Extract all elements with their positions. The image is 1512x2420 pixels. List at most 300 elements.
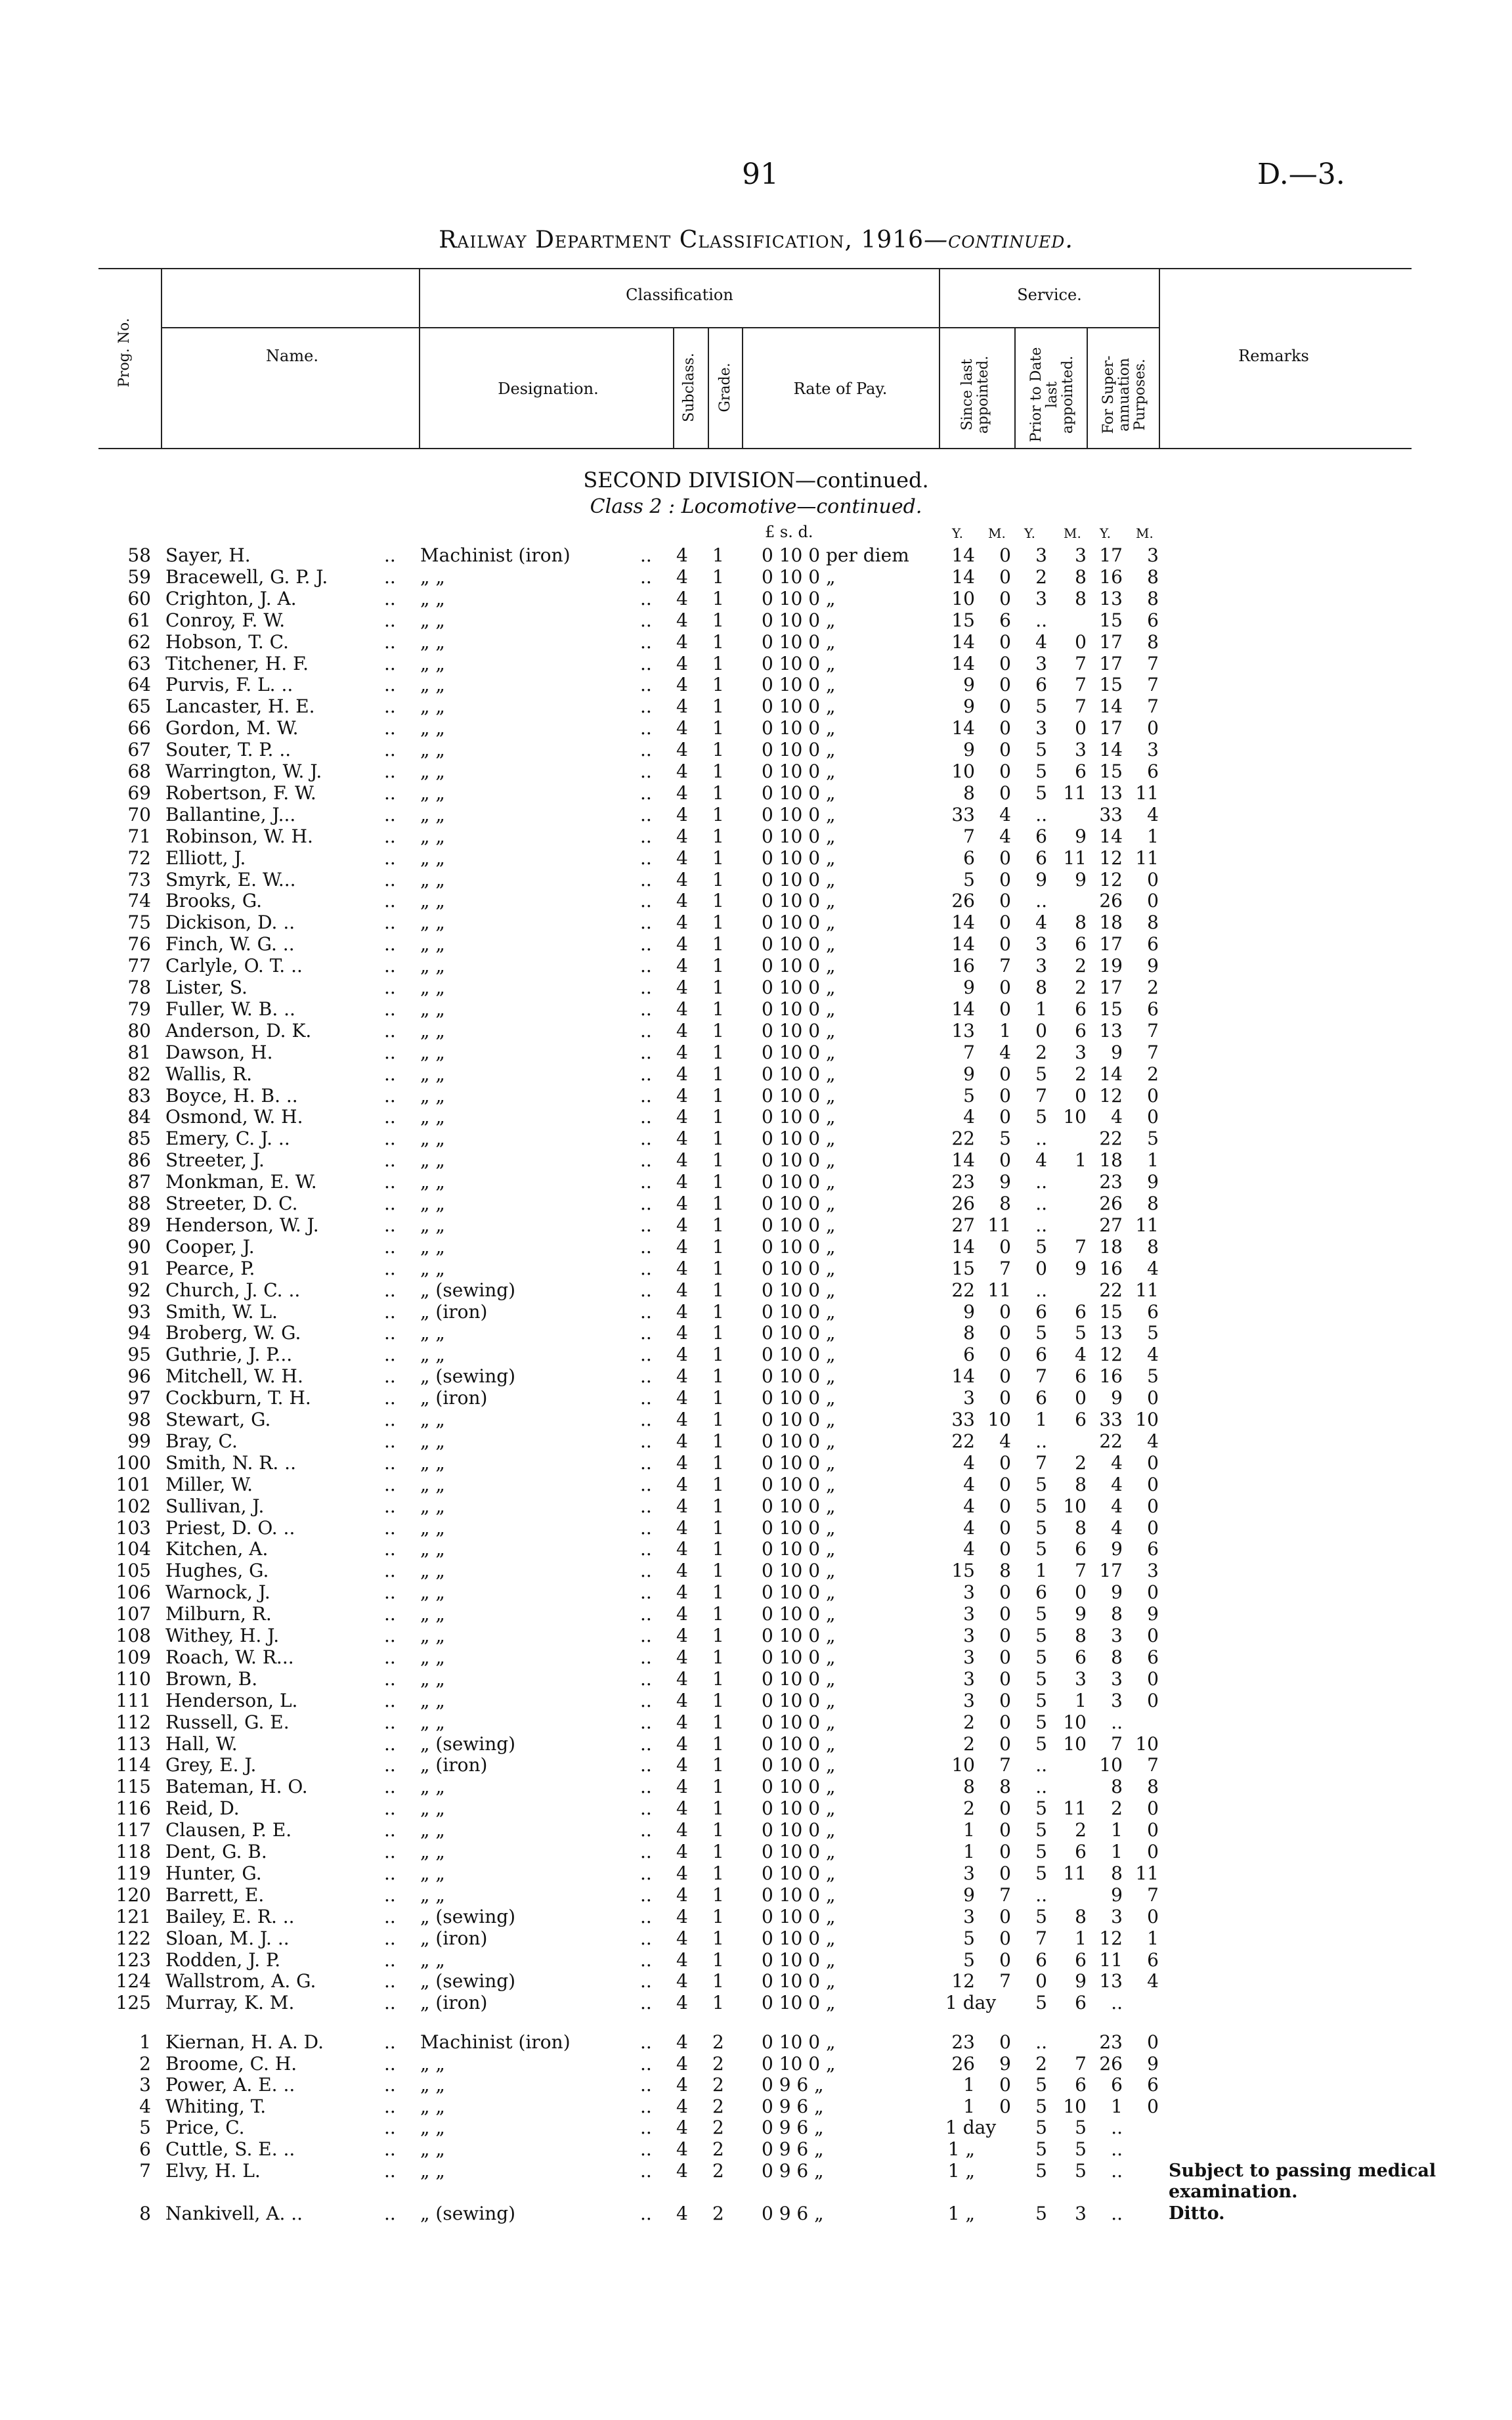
prog-no: 72 <box>127 847 151 869</box>
subclass: 4 <box>676 1711 688 1733</box>
prior-years: .. <box>1035 1430 1047 1452</box>
since-last-months: 11 <box>987 1279 1011 1301</box>
rate-of-pay: 0 10 0 „ <box>762 933 836 956</box>
superannuation-years: 9 <box>1111 1883 1123 1906</box>
designation: „ „ <box>420 1819 445 1841</box>
prior-years: 1 <box>1035 1560 1047 1582</box>
table-row <box>0 545 1512 566</box>
grade: 1 <box>712 933 724 956</box>
table-row <box>0 1539 1512 1560</box>
employee-name: Reid, D. <box>165 1797 240 1820</box>
leader-dots: .. <box>640 2138 652 2160</box>
leader-dots: .. <box>384 587 396 609</box>
since-last-months: 0 <box>999 1344 1011 1366</box>
prog-no: 97 <box>127 1387 151 1409</box>
superannuation-years: 18 <box>1099 912 1123 934</box>
since-last-years: 14 <box>951 912 975 934</box>
since-last-years: 2 <box>963 1711 975 1733</box>
leader-dots: .. <box>384 1149 396 1172</box>
prog-no: 108 <box>116 1625 151 1646</box>
since-last-months: 0 <box>999 1732 1011 1755</box>
employee-name: Withey, H. J. <box>165 1625 280 1646</box>
leader-dots: .. <box>640 1473 652 1495</box>
prior-years: 5 <box>1035 1905 1047 1927</box>
table-row <box>0 1950 1512 1971</box>
grade: 1 <box>712 1646 724 1668</box>
leader-dots: .. <box>384 630 396 653</box>
leader-dots: .. <box>384 1193 396 1214</box>
subclass: 4 <box>676 2202 688 2224</box>
leader-dots: .. <box>640 1516 652 1539</box>
prior-months: 6 <box>1075 1300 1087 1323</box>
subclass: 4 <box>676 1344 688 1366</box>
since-last-years: 8 <box>963 1322 975 1344</box>
designation: „ „ <box>420 630 445 653</box>
grade: 2 <box>712 2095 724 2117</box>
leader-dots: .. <box>384 1430 396 1452</box>
designation: „ „ <box>420 717 445 739</box>
since-last-months: 0 <box>999 652 1011 674</box>
subclass: 4 <box>676 1279 688 1301</box>
employee-name: Lancaster, H. E. <box>165 695 315 718</box>
rate-of-pay: 0 10 0 „ <box>762 565 836 588</box>
designation: „ „ <box>420 977 445 998</box>
rate-of-pay: 0 10 0 „ <box>762 1451 836 1474</box>
grade: 1 <box>712 1538 724 1560</box>
designation: „ „ <box>420 868 445 891</box>
since-last-months: 0 <box>999 544 1011 566</box>
leader-dots: .. <box>640 739 652 761</box>
prior-years: .. <box>1035 1193 1047 1214</box>
leader-dots: .. <box>640 998 652 1020</box>
prog-no: 68 <box>127 760 151 782</box>
designation: „ „ <box>420 1430 445 1452</box>
subclass: 4 <box>676 695 688 718</box>
prior-months: 11 <box>1063 1797 1087 1820</box>
since-last-years: 14 <box>951 998 975 1020</box>
designation: „ (iron) <box>420 1992 488 2014</box>
grade: 2 <box>712 2202 724 2224</box>
since-last-months: 0 <box>999 1581 1011 1604</box>
superannuation-years: 15 <box>1099 674 1123 696</box>
table-row <box>0 1885 1512 1906</box>
rate-of-pay: 0 10 0 „ <box>762 847 836 869</box>
designation: „ „ <box>420 1084 445 1107</box>
employee-name: Osmond, W. H. <box>165 1106 303 1128</box>
rate-of-pay: 0 10 0 „ <box>762 1171 836 1193</box>
since-last-years: 6 <box>963 847 975 869</box>
superannuation-months: 0 <box>1147 1905 1159 1927</box>
rate-of-pay: 0 10 0 „ <box>762 1149 836 1172</box>
prior-years: 5 <box>1035 1063 1047 1085</box>
superannuation-years: 2 <box>1111 1797 1123 1820</box>
col-divider <box>1014 327 1016 449</box>
since-last-years: 10 <box>951 1754 975 1776</box>
prior-years: 5 <box>1035 1538 1047 1560</box>
superannuation-months: 7 <box>1147 1019 1159 1042</box>
employee-name: Pearce, P. <box>165 1257 255 1279</box>
prior-years: 2 <box>1035 2052 1047 2075</box>
rate-of-pay: 0 10 0 „ <box>762 1754 836 1776</box>
leader-dots: .. <box>384 1970 396 1992</box>
leader-dots: .. <box>640 717 652 739</box>
employee-name: Brown, B. <box>165 1667 258 1690</box>
leader-dots: .. <box>640 609 652 631</box>
leader-dots: .. <box>640 1106 652 1128</box>
rate-of-pay: 0 10 0 „ <box>762 760 836 782</box>
since-last-years: 3 <box>963 1603 975 1625</box>
leader-dots: .. <box>640 1171 652 1193</box>
superannuation-years: 1 <box>1111 1841 1123 1862</box>
designation: „ (sewing) <box>420 1365 516 1388</box>
table-row <box>0 1604 1512 1625</box>
leader-dots: .. <box>384 2052 396 2075</box>
superannuation-years: 23 <box>1099 2031 1123 2053</box>
table-row <box>0 1021 1512 1042</box>
since-last-months: 6 <box>999 609 1011 631</box>
leader-dots: .. <box>384 1171 396 1193</box>
superannuation-months: 6 <box>1147 1300 1159 1323</box>
grade: 1 <box>712 1841 724 1862</box>
grade: 1 <box>712 1819 724 1841</box>
leader-dots: .. <box>384 739 396 761</box>
employee-name: Bateman, H. O. <box>165 1776 308 1798</box>
designation: „ „ <box>420 1711 445 1733</box>
leader-dots: .. <box>640 1019 652 1042</box>
prior-months: 0 <box>1075 630 1087 653</box>
superannuation-years: 15 <box>1099 998 1123 1020</box>
table-row <box>0 1755 1512 1776</box>
prior-years: 6 <box>1035 1948 1047 1971</box>
subclass: 4 <box>676 2138 688 2160</box>
superannuation-months: 4 <box>1147 1257 1159 1279</box>
leader-dots: .. <box>640 1754 652 1776</box>
grade: 1 <box>712 1732 724 1755</box>
since-last-years: 1 <box>963 1841 975 1862</box>
prior-years: 5 <box>1035 1819 1047 1841</box>
leader-dots: .. <box>384 1019 396 1042</box>
superannuation-years: 8 <box>1111 1646 1123 1668</box>
prior-years: 5 <box>1035 1732 1047 1755</box>
designation: „ (iron) <box>420 1927 488 1949</box>
superannuation-months: 6 <box>1147 609 1159 631</box>
leader-dots: .. <box>640 1970 652 1992</box>
prior-years: 5 <box>1035 1646 1047 1668</box>
leader-dots: .. <box>640 1365 652 1388</box>
leader-dots: .. <box>384 2095 396 2117</box>
since-last-years: 9 <box>963 1883 975 1906</box>
prior-months: 8 <box>1075 1625 1087 1646</box>
table-row <box>0 696 1512 717</box>
leader-dots: .. <box>640 565 652 588</box>
leader-dots: .. <box>384 674 396 696</box>
prog-no: 61 <box>127 609 151 631</box>
leader-dots: .. <box>384 760 396 782</box>
prior-years: .. <box>1035 1754 1047 1776</box>
prior-months: 2 <box>1075 1063 1087 1085</box>
leader-dots: .. <box>640 587 652 609</box>
employee-name: Church, J. C. .. <box>165 1279 301 1301</box>
leader-dots: .. <box>384 1041 396 1063</box>
superannuation-months: 11 <box>1135 781 1159 804</box>
service-unit: M. <box>1136 525 1154 541</box>
grade: 2 <box>712 2117 724 2139</box>
superannuation-years: 15 <box>1099 609 1123 631</box>
leader-dots: .. <box>640 825 652 847</box>
rate-of-pay: 0 9 6 „ <box>762 2138 824 2160</box>
subclass: 4 <box>676 1516 688 1539</box>
since-last-years: 1 day <box>945 1992 997 2014</box>
prior-months: 3 <box>1075 1041 1087 1063</box>
table-row <box>0 1193 1512 1214</box>
subclass: 4 <box>676 1689 688 1711</box>
rate-of-pay: 0 10 0 „ <box>762 1430 836 1452</box>
since-last-months: 0 <box>999 1797 1011 1820</box>
leader-dots: .. <box>384 1365 396 1388</box>
table-row <box>0 783 1512 804</box>
leader-dots: .. <box>640 2052 652 2075</box>
superannuation-years: .. <box>1111 2117 1123 2139</box>
since-last-years: 22 <box>951 1128 975 1150</box>
prior-years: 7 <box>1035 1927 1047 1949</box>
superannuation-months: 3 <box>1147 1560 1159 1582</box>
subclass: 4 <box>676 1300 688 1323</box>
subclass: 4 <box>676 1387 688 1409</box>
superannuation-months: 0 <box>1147 890 1159 912</box>
subclass: 4 <box>676 739 688 761</box>
table-row <box>0 653 1512 674</box>
since-last-months: 0 <box>999 1948 1011 1971</box>
since-last-years: 15 <box>951 1257 975 1279</box>
rate-of-pay: 0 10 0 „ <box>762 1365 836 1388</box>
rate-of-pay: 0 10 0 „ <box>762 977 836 998</box>
since-last-years: 7 <box>963 1041 975 1063</box>
prior-years: 3 <box>1035 933 1047 956</box>
leader-dots: .. <box>640 1841 652 1862</box>
prog-no: 76 <box>127 933 151 956</box>
table-row <box>0 2096 1512 2117</box>
prog-no: 4 <box>139 2095 151 2117</box>
prog-no: 99 <box>127 1430 151 1452</box>
employee-name: Cooper, J. <box>165 1235 255 1258</box>
prior-years: 5 <box>1035 2202 1047 2224</box>
leader-dots: .. <box>384 1667 396 1690</box>
employee-name: Smith, N. R. .. <box>165 1451 296 1474</box>
superannuation-years: 9 <box>1111 1538 1123 1560</box>
leader-dots: .. <box>384 1538 396 1560</box>
rate-of-pay: 0 10 0 „ <box>762 1409 836 1430</box>
prog-no: 87 <box>127 1171 151 1193</box>
grade: 1 <box>712 1235 724 1258</box>
rate-of-pay: 0 10 0 „ <box>762 1667 836 1690</box>
table-row <box>0 1798 1512 1819</box>
table-row <box>0 632 1512 653</box>
superannuation-years: 4 <box>1111 1451 1123 1474</box>
subclass: 4 <box>676 1495 688 1517</box>
designation: „ „ <box>420 955 445 977</box>
since-last-months: 1 <box>999 1019 1011 1042</box>
prior-years: 7 <box>1035 1451 1047 1474</box>
prior-years: 5 <box>1035 2074 1047 2096</box>
prior-months: 5 <box>1075 2117 1087 2139</box>
prog-no: 90 <box>127 1235 151 1258</box>
rate-of-pay: 0 10 0 „ <box>762 1905 836 1927</box>
since-last-months: 0 <box>999 674 1011 696</box>
superannuation-months: 4 <box>1147 1970 1159 1992</box>
superannuation-months: 4 <box>1147 1430 1159 1452</box>
subclass: 4 <box>676 630 688 653</box>
employee-name: Sullivan, J. <box>165 1495 265 1517</box>
prior-months: 6 <box>1075 1538 1087 1560</box>
table-row <box>0 956 1512 977</box>
superannuation-years: 9 <box>1111 1387 1123 1409</box>
leader-dots: .. <box>640 1451 652 1474</box>
prior-months: 10 <box>1063 1732 1087 1755</box>
prog-no: 119 <box>116 1862 151 1884</box>
designation: „ „ <box>420 1322 445 1344</box>
table-row <box>0 1625 1512 1646</box>
employee-name: Titchener, H. F. <box>165 652 309 674</box>
designation: „ „ <box>420 890 445 912</box>
subclass: 4 <box>676 1797 688 1820</box>
grade: 1 <box>712 1560 724 1582</box>
rate-of-pay: 0 10 0 „ <box>762 2031 836 2053</box>
superannuation-years: 14 <box>1099 1063 1123 1085</box>
prog-no: 101 <box>116 1473 151 1495</box>
table-row <box>0 1971 1512 1992</box>
table-row <box>0 1431 1512 1452</box>
designation: „ „ <box>420 652 445 674</box>
since-last-years: 10 <box>951 760 975 782</box>
grade: 1 <box>712 609 724 631</box>
prior-years: 6 <box>1035 1344 1047 1366</box>
prog-no: 125 <box>116 1992 151 2014</box>
service-unit: Y. <box>1024 525 1035 541</box>
grade: 1 <box>712 652 724 674</box>
leader-dots: .. <box>384 1279 396 1301</box>
prior-years: 5 <box>1035 1603 1047 1625</box>
subclass: 4 <box>676 1776 688 1798</box>
subclass: 4 <box>676 1451 688 1474</box>
since-last-years: 14 <box>951 652 975 674</box>
table-row <box>0 1150 1512 1171</box>
employee-name: Crighton, J. A. <box>165 587 297 609</box>
designation: „ „ <box>420 1495 445 1517</box>
grade: 1 <box>712 1041 724 1063</box>
rate-of-pay: 0 10 0 „ <box>762 1581 836 1604</box>
subclass: 4 <box>676 2117 688 2139</box>
rate-of-pay: 0 10 0 „ <box>762 1041 836 1063</box>
designation: „ „ <box>420 847 445 869</box>
superannuation-months: 8 <box>1147 1776 1159 1798</box>
prog-no: 80 <box>127 1019 151 1042</box>
since-last-months: 0 <box>999 1625 1011 1646</box>
subclass: 4 <box>676 1473 688 1495</box>
designation: „ „ <box>420 674 445 696</box>
superannuation-months: 6 <box>1147 933 1159 956</box>
since-last-years: 14 <box>951 717 975 739</box>
since-last-years: 8 <box>963 781 975 804</box>
prog-no: 121 <box>116 1905 151 1927</box>
table-row <box>0 934 1512 955</box>
grade: 1 <box>712 1711 724 1733</box>
leader-dots: .. <box>640 1495 652 1517</box>
leader-dots: .. <box>384 847 396 869</box>
prior-years: 6 <box>1035 1581 1047 1604</box>
leader-dots: .. <box>640 1257 652 1279</box>
since-last-months: 0 <box>999 998 1011 1020</box>
since-last-months: 0 <box>999 1689 1011 1711</box>
prior-months: 8 <box>1075 1905 1087 1927</box>
table-row <box>0 1841 1512 1862</box>
prog-no: 110 <box>116 1667 151 1690</box>
subclass: 4 <box>676 1193 688 1214</box>
prior-months: 11 <box>1063 847 1087 869</box>
rate-of-pay: 0 10 0 „ <box>762 955 836 977</box>
since-last-years: 27 <box>951 1214 975 1236</box>
superannuation-months: 0 <box>1147 1797 1159 1820</box>
employee-name: Elliott, J. <box>165 847 246 869</box>
prior-months: 8 <box>1075 912 1087 934</box>
prior-months: 3 <box>1075 1667 1087 1690</box>
prog-no: 104 <box>116 1538 151 1560</box>
leader-dots: .. <box>640 1193 652 1214</box>
leader-dots: .. <box>640 847 652 869</box>
prior-months: 5 <box>1075 2159 1087 2182</box>
subclass: 4 <box>676 1754 688 1776</box>
prior-months: 2 <box>1075 1819 1087 1841</box>
table-row <box>0 1518 1512 1539</box>
employee-name: Bray, C. <box>165 1430 238 1452</box>
subclass: 4 <box>676 2095 688 2117</box>
superannuation-years: 13 <box>1099 1019 1123 1042</box>
since-last-months: 0 <box>999 695 1011 718</box>
employee-name: Smith, W. L. <box>165 1300 278 1323</box>
since-last-months: 0 <box>999 1149 1011 1172</box>
since-last-months: 0 <box>999 2074 1011 2096</box>
since-last-months: 7 <box>999 1754 1011 1776</box>
since-last-years: 26 <box>951 1193 975 1214</box>
grade: 1 <box>712 1992 724 2014</box>
leader-dots: .. <box>384 1473 396 1495</box>
since-last-months: 4 <box>999 825 1011 847</box>
grade: 1 <box>712 1970 724 1992</box>
since-last-months: 11 <box>987 1214 1011 1236</box>
table-row <box>0 1323 1512 1344</box>
designation: „ „ <box>420 1063 445 1085</box>
page-title <box>0 227 1512 253</box>
table-row <box>0 1906 1512 1927</box>
designation: „ „ <box>420 609 445 631</box>
rate-of-pay: 0 10 0 „ <box>762 1300 836 1323</box>
prior-years: 5 <box>1035 1841 1047 1862</box>
superannuation-years: 18 <box>1099 1149 1123 1172</box>
document-reference: D.—3. <box>1257 158 1345 191</box>
employee-name: Whiting, T. <box>165 2095 267 2117</box>
leader-dots: .. <box>640 868 652 891</box>
grade: 1 <box>712 847 724 869</box>
table-top-rule <box>98 268 1412 269</box>
rate-of-pay: 0 10 0 „ <box>762 609 836 631</box>
rate-of-pay: 0 10 0 „ <box>762 1841 836 1862</box>
prog-no: 65 <box>127 695 151 718</box>
grade: 1 <box>712 1365 724 1388</box>
table-row <box>0 804 1512 825</box>
header-name: Name. <box>266 347 318 365</box>
leader-dots: .. <box>640 1084 652 1107</box>
leader-dots: .. <box>640 1711 652 1733</box>
prog-no: 91 <box>127 1257 151 1279</box>
